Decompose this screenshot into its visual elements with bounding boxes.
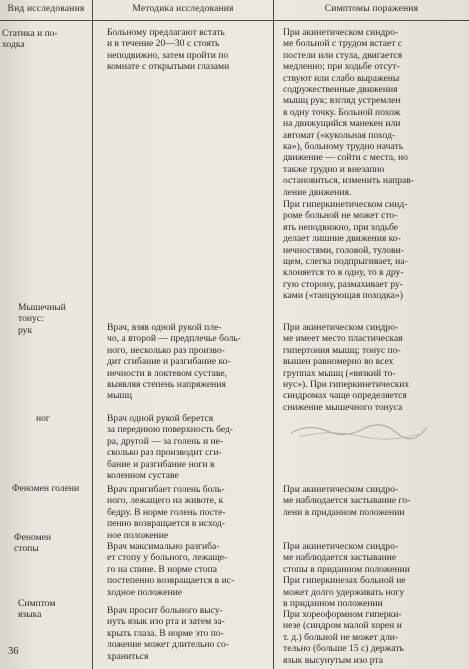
symptoms-fenomen-stopy: При акинетическом синдро- ме наблюдается застывание стопы в приданном положении При гиперкинезах больной не может долго удерживать ногу в приданном положении [283, 541, 410, 610]
header-metodika: Методика исследования [132, 4, 234, 14]
symptoms-statika-hyperkinetic: При гиперкинетическом синд- роме больной не может сто- ять неподвижно, при ходьбе делает лишние движения ко- нечностями, головой, тулови- щем, слегка подпрыгивает, на- клоняется то в одну, то в дру- гую сторону, размахивает ру- ками («танцующая походка») [283, 199, 408, 302]
method-fenomen-stopy: Врач максимально разгиба- ет стопу у больного, лежаще- го на спине. В норме стопа постепенно возвращается в ис- ходное положение [107, 541, 235, 598]
page-number: 36 [8, 646, 19, 657]
symptoms-tonus: При акинетическом синдро- ме имеет место пластическая гипертония мышц; тонус по- вышен равномерно во всех группах мышц («вязкий то- нус»). При гиперкинетических синдромах чаще определяется снижение мышечного тонуса [283, 322, 410, 413]
method-fenomen-goleni: Врач пригибает голень боль- ного, лежащего на животе, к бедру. В норме голень посте- пенно возвращается в исход- ное положение [107, 484, 226, 541]
method-statika: Больному предлагают встать и в течение 20—30 с стоять неподвижно, затем пройти по комнате с открытыми глазами [107, 27, 230, 73]
label-fenomen-goleni: Феномен голени [12, 483, 80, 494]
label-tonus: Мышечный тонус: рук [18, 302, 66, 336]
pencil-scribble [289, 419, 429, 441]
header-simptomy: Симптомы поражения [324, 4, 419, 14]
column-divider-2 [273, 0, 274, 669]
label-nog: ног [36, 413, 50, 424]
method-tonus-nog: Врач одной рукой берется за переднюю поверхность бед- ра, другой — за голень и не- сколько раз производит сги- бание и разгибание ноги в коленном суставе [107, 413, 234, 482]
method-tonus-ruk: Врач, взяв одной рукой пле- чо, а второй — предплечье боль- ного, несколько раз произво- дит сгибание и разгибание ко- нечности в локтевом суставе, выявляя степень напряжения мышц [107, 322, 241, 402]
symptoms-fenomen-goleni: При акинетическом синдро- ме наблюдается застывание го- лени в приданном положении [283, 484, 411, 518]
symptoms-simptom-yazyka: При хореоформном гиперки- незе (синдром малой хорен и т. д.) больной не может дли- тельно (больше 15 с) держать язык высунутым изо рта [283, 609, 404, 666]
label-fenomen-stopy: Феномен стопы [14, 532, 52, 555]
symptoms-statika-akinetic: При акинетическом синдро- ме больной с трудом встает с постели или стула, двигается медленно; при ходьбе отсут- ствуют или слабо выражены содружественные движения мышц рук; взгляд устремлен в одну точку. Больной похож на движущийся манекен или автомат («кукольная поход- ка»), больному трудно начать движение — сойти с места, но также трудно и внезапно остановиться, изменить направ- ление движения. [283, 27, 415, 198]
header-vid-issledovaniya: Вид исследования [7, 4, 85, 14]
header-rule [0, 20, 469, 21]
label-statika: Статика и по- ходка [2, 28, 58, 51]
method-simptom-yazyka: Врач просит больного высу- нуть язык изо рта и затем за- крыть глаза. В норме это по- ложение может длительно со- храниться [107, 605, 230, 662]
label-simptom-yazyka: Симптом языка [18, 598, 56, 621]
